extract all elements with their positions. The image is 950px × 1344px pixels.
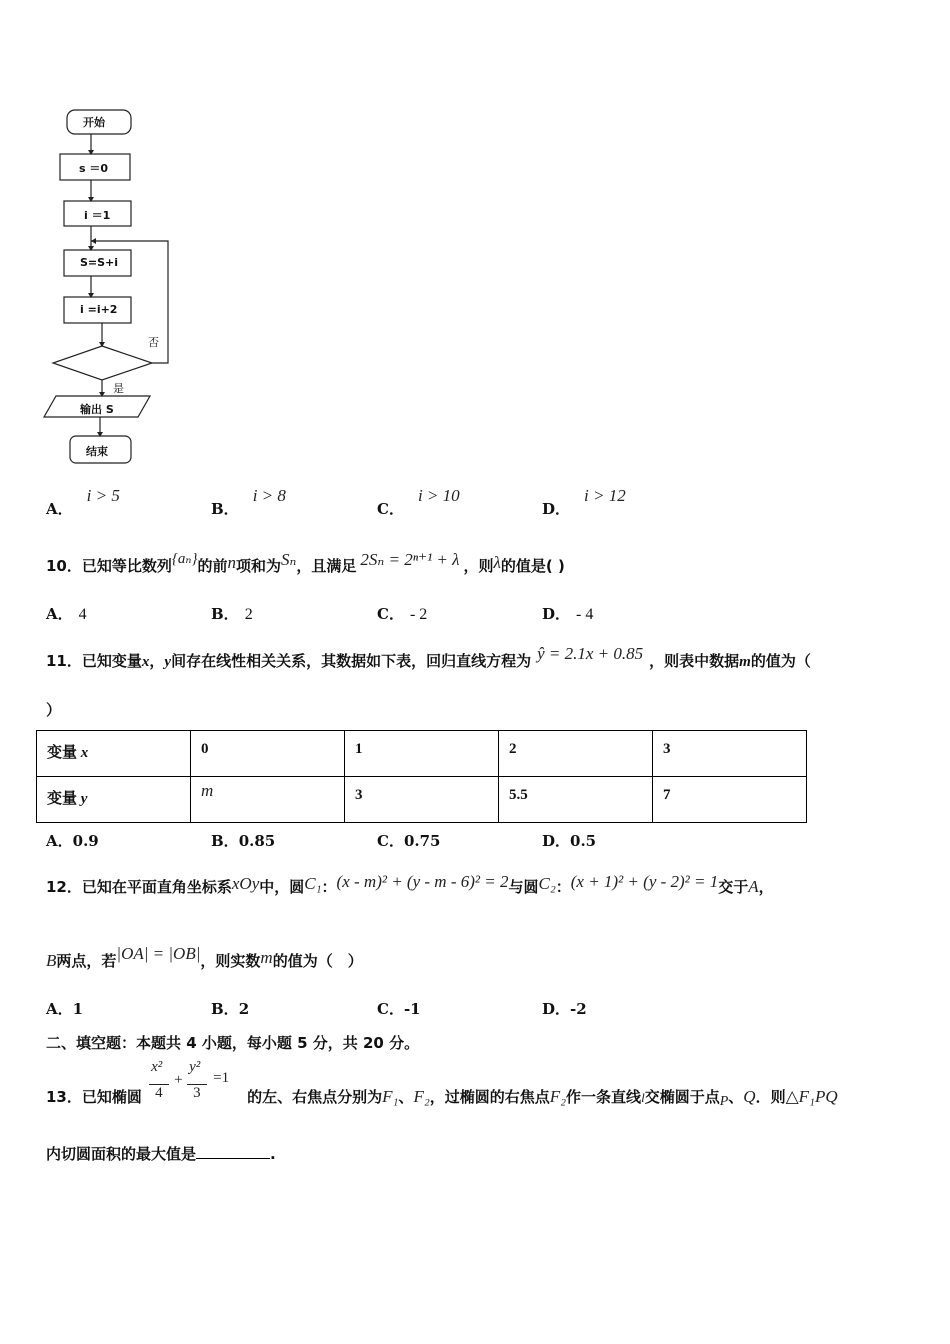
option-letter: B．: [211, 500, 239, 518]
q11-y: y: [164, 654, 172, 670]
q13-three: 3: [193, 1085, 201, 1101]
q12-circle2-equation: (x + 1)² + (y - 2)² = 1: [570, 872, 719, 891]
q11-text2: 间存在线性相关关系，其数据如下表，回归直线方程为: [171, 652, 532, 670]
q13-end: .: [270, 1145, 276, 1163]
flowchart-increment-label: i =i+2: [80, 303, 118, 316]
q11-text1: 11．已知变量: [46, 652, 142, 670]
q13-sep: 、: [728, 1088, 744, 1106]
option-letter: B．: [211, 605, 239, 623]
q12-text1: 12．已知在平面直角坐标系: [46, 878, 232, 896]
table-cell: [191, 777, 345, 823]
option-value: 0.5: [570, 832, 597, 850]
flowchart-end-label: 结束: [86, 445, 108, 458]
q10-mid2: 项和为: [235, 557, 281, 575]
q10-suffix: 的值是( ): [500, 557, 565, 575]
q12-text7: 的值为（ ）: [272, 952, 363, 970]
q10-option-d: [542, 603, 593, 624]
table-cell-header: [37, 777, 191, 823]
option-value: 2: [244, 606, 253, 623]
q11-comma: ，: [149, 652, 165, 670]
q13-point-q: Q: [743, 1087, 756, 1106]
table-cell: 7: [653, 777, 807, 823]
q13-text1: 13．已知椭圆: [46, 1088, 142, 1106]
q12-option-c: [377, 998, 421, 1019]
q9-option-a: [46, 485, 120, 518]
q12-condition: |OA| = |OB|: [116, 944, 201, 963]
table-row: [37, 731, 807, 777]
q10-n: n: [227, 553, 236, 572]
q12-option-b: [211, 998, 249, 1019]
q13-text3: ，过椭圆的右焦点: [429, 1088, 550, 1106]
option-letter: A．: [46, 605, 73, 623]
section-title: 二、填空题：本题共 4 小题，每小题 5 分，共 20 分。: [46, 1034, 420, 1052]
option-value: i > 8: [252, 486, 286, 505]
q13-y2: y²: [189, 1059, 201, 1075]
table-cell: 3: [345, 777, 499, 823]
option-letter: C．: [377, 1000, 404, 1018]
q11-option-d: [542, 830, 596, 851]
flowchart-i-init-label: i ＝1: [84, 209, 111, 222]
flowchart: [40, 100, 190, 475]
q11-option-a: [46, 830, 99, 851]
option-value: i > 10: [417, 486, 460, 505]
flowchart-s-init-label: s ＝0: [79, 162, 109, 175]
table-cell: 0: [191, 731, 345, 777]
q12-colon: ：: [321, 878, 337, 896]
q12-circle1-equation: (x - m)² + (y - m - 6)² = 2: [336, 872, 509, 891]
q12-colon: ：: [555, 878, 571, 896]
row-var: x: [80, 745, 89, 761]
table-cell: 3: [653, 731, 807, 777]
q13-plus: +: [174, 1072, 183, 1088]
q10-sn: Sₙ: [280, 550, 297, 569]
q13-text5: 交椭圆于点: [644, 1088, 720, 1106]
q13-ellipse-equation: [147, 1059, 247, 1102]
q11-close-paren: ）: [46, 701, 62, 719]
option-value: i > 5: [86, 486, 120, 505]
flowchart-accumulate-label: S=S+i: [80, 256, 119, 269]
q12-text5: 两点，若: [56, 952, 117, 970]
flowchart-no-label: 否: [148, 336, 159, 349]
q12-point-b: B: [46, 951, 57, 970]
q13-stem-line2: [46, 1143, 276, 1164]
option-value: 2: [238, 1000, 250, 1018]
q13-text2: 的左、右焦点分别为: [247, 1088, 383, 1106]
q12-stem-line1: [46, 872, 774, 897]
option-letter: D．: [542, 832, 571, 850]
q12-text3: 与圆: [508, 878, 539, 896]
flowchart-decision-diamond: [53, 346, 152, 380]
q10-mid1: 的前: [197, 557, 228, 575]
table-cell: 2: [499, 731, 653, 777]
table-cell: 5.5: [499, 777, 653, 823]
option-value: i > 12: [584, 486, 626, 505]
table-cell-m: m: [201, 781, 214, 800]
q9-option-c: [377, 485, 460, 518]
q12-stem-line2: [46, 944, 363, 971]
q13-f1: F₁: [382, 1087, 399, 1106]
row-var: y: [80, 791, 88, 807]
option-letter: A．: [46, 832, 73, 850]
option-letter: D．: [542, 500, 571, 518]
q12-comma: ，: [758, 878, 774, 896]
q13-text6: ．则: [755, 1088, 786, 1106]
option-value: - 4: [576, 606, 594, 623]
q13-x2: x²: [151, 1059, 163, 1075]
q11-option-c: [377, 830, 441, 851]
option-value: 0.75: [403, 832, 441, 850]
q10-condition: 2Sₙ = 2ⁿ⁺¹ + λ: [360, 550, 460, 569]
q12-point-a: A: [748, 877, 759, 896]
q10-option-a: [46, 603, 87, 624]
option-letter: B．: [211, 832, 239, 850]
option-value: -1: [403, 1000, 421, 1018]
q13-point-p: P: [719, 1094, 729, 1109]
q12-c1: C₁: [304, 874, 322, 893]
q11-text4: 的值为（: [750, 652, 811, 670]
table-row: [37, 777, 807, 823]
q11-regression-equation: ŷ = 2.1x + 0.85: [537, 644, 644, 663]
option-letter: C．: [377, 832, 404, 850]
table-cell: 1: [345, 731, 499, 777]
q13-f2: F₂: [549, 1087, 567, 1106]
q10-option-c: [377, 603, 427, 624]
q9-option-b: [211, 485, 286, 518]
q10-prefix: 10．已知等比数列: [46, 557, 172, 575]
flowchart-start-label: 开始: [83, 116, 105, 129]
q9-option-d: [542, 485, 626, 518]
q13-sep: 、: [398, 1088, 414, 1106]
option-value: 0.9: [72, 832, 99, 850]
q11-stem: [46, 644, 811, 671]
q13-text4: 作一条直线: [566, 1088, 642, 1106]
q12-text6: ，则实数: [200, 952, 261, 970]
q12-text4: 交于: [718, 878, 749, 896]
q10-option-b: [211, 603, 253, 624]
q12-option-a: [46, 998, 83, 1019]
q12-m: m: [260, 948, 273, 967]
q11-x: x: [141, 654, 150, 670]
option-letter: B．: [211, 1000, 239, 1018]
q12-xoy: xOy: [231, 874, 260, 893]
answer-blank[interactable]: [196, 1144, 270, 1159]
q13-line-l: l: [641, 1090, 645, 1105]
option-value: 0.85: [238, 832, 276, 850]
option-letter: D．: [542, 1000, 571, 1018]
q12-option-d: [542, 998, 587, 1019]
flowchart-output-label: 输出 S: [80, 403, 114, 416]
q13-triangle: △F₁PQ: [785, 1087, 838, 1106]
flowchart-yes-label: 是: [113, 382, 124, 395]
q12-c2: C₂: [538, 874, 556, 893]
q11-option-b: [211, 830, 275, 851]
q10-mid3: ，且满足: [296, 557, 357, 575]
q11-m: m: [739, 654, 751, 670]
option-letter: C．: [377, 500, 404, 518]
q11-text3: ，则表中数据: [649, 652, 740, 670]
table-cell-header: [37, 731, 191, 777]
option-value: -2: [570, 1000, 587, 1018]
option-value: - 2: [409, 606, 428, 623]
q10-seq: {aₙ}: [171, 551, 198, 567]
option-value: 4: [78, 606, 87, 623]
q13-four: 4: [155, 1085, 163, 1101]
row-label: 变量: [47, 791, 78, 807]
q11-data-table: [36, 730, 807, 823]
row-label: 变量: [47, 745, 78, 761]
option-letter: A．: [46, 1000, 73, 1018]
q13-equals: =1: [213, 1070, 230, 1086]
q10-lambda: λ: [493, 553, 501, 572]
q12-text2: 中，圆: [259, 878, 305, 896]
option-letter: D．: [542, 605, 571, 623]
q10-stem: [46, 550, 565, 576]
option-value: 1: [72, 1000, 84, 1018]
q13-line2: 内切圆面积的最大值是: [46, 1145, 197, 1163]
q10-mid4: ，则: [463, 557, 494, 575]
option-letter: C．: [377, 605, 404, 623]
q13-f2: F₂: [413, 1087, 430, 1106]
q13-stem-line1: [46, 1059, 838, 1109]
option-letter: A．: [46, 500, 73, 518]
